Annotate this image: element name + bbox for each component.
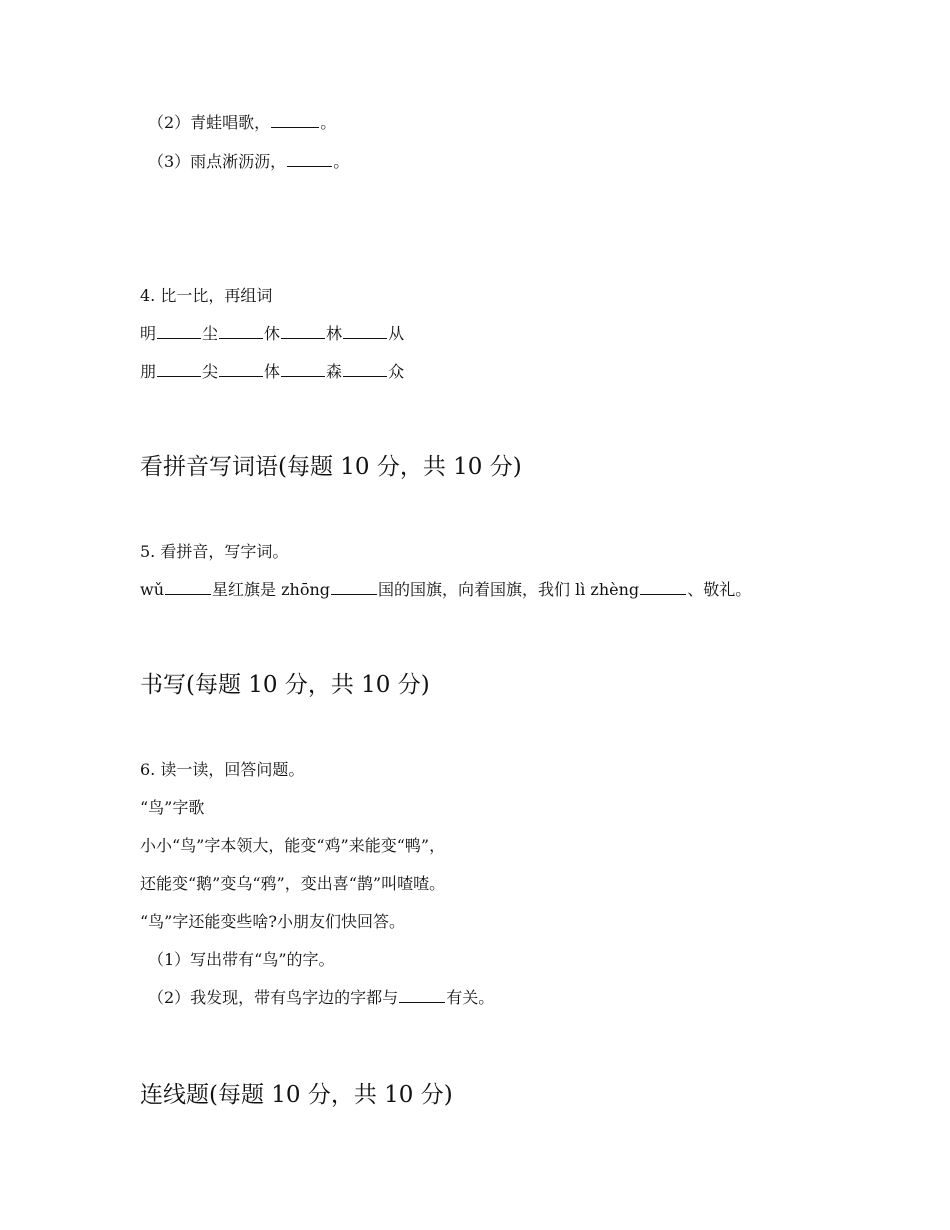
q6-title: 6. 读一读，回答问题。: [140, 760, 305, 779]
answer-blank[interactable]: [640, 580, 686, 595]
q4-char: 休: [264, 324, 281, 343]
answer-blank[interactable]: [157, 362, 201, 377]
q4-char: 从: [388, 324, 405, 343]
answer-blank[interactable]: [287, 152, 332, 167]
answer-blank[interactable]: [331, 580, 377, 595]
q3-item-2: [148, 112, 336, 134]
q6-sub-2-prefix: （2）我发现，带有鸟字边的字都与: [148, 988, 399, 1007]
q3-item-2-suffix: 。: [320, 113, 337, 132]
answer-blank[interactable]: [219, 324, 263, 339]
q5-seg: 星红旗是 zhōng: [212, 580, 331, 599]
poem-line: “鸟”字还能变些啥?小朋友们快回答。: [140, 912, 405, 931]
answer-blank[interactable]: [399, 988, 445, 1003]
q3-item-3-prefix: （3）雨点淅沥沥，: [148, 152, 287, 171]
q4-char: 尖: [202, 362, 219, 381]
answer-blank[interactable]: [343, 324, 387, 339]
q5-seg: 国的国旗，向着国旗，我们 lì zhèng: [378, 580, 640, 599]
section-heading-matching: 连线题(每题 10 分，共 10 分): [140, 1082, 453, 1108]
q5-sentence: [140, 579, 751, 601]
answer-blank[interactable]: [219, 362, 263, 377]
section-heading-writing: 书写(每题 10 分，共 10 分): [140, 672, 430, 698]
q4-char: 体: [264, 362, 281, 381]
poem-line: 还能变“鹅”变乌“鸦”，变出喜“鹊”叫喳喳。: [140, 874, 446, 893]
q6-sub-2: [148, 987, 494, 1009]
q4-char: 朋: [140, 362, 157, 381]
q4-char: 森: [326, 362, 343, 381]
q5-title: 5. 看拼音，写字词。: [140, 542, 289, 561]
q6-sub-2-suffix: 有关。: [446, 988, 495, 1007]
q3-item-2-prefix: （2）青蛙唱歌，: [148, 113, 271, 132]
answer-blank[interactable]: [343, 362, 387, 377]
answer-blank[interactable]: [281, 324, 325, 339]
q4-char: 明: [140, 324, 157, 343]
poem-line: 小小“鸟”字本领大，能变“鸡”来能变“鸭”，: [140, 836, 446, 855]
poem-title: “鸟”字歌: [140, 798, 205, 817]
q3-item-3: [148, 151, 349, 173]
q4-char: 林: [326, 324, 343, 343]
answer-blank[interactable]: [281, 362, 325, 377]
answer-blank[interactable]: [165, 580, 211, 595]
answer-blank[interactable]: [157, 324, 201, 339]
answer-blank[interactable]: [271, 113, 319, 128]
section-heading-pinyin: 看拼音写词语(每题 10 分，共 10 分): [140, 454, 522, 480]
q5-seg: 、敬礼。: [687, 580, 752, 599]
q5-seg: wǔ: [140, 580, 164, 599]
q4-char: 尘: [202, 324, 219, 343]
q4-char: 众: [388, 362, 405, 381]
q4-title: 4. 比一比，再组词: [140, 286, 273, 305]
q3-item-3-suffix: 。: [333, 152, 350, 171]
q6-sub-1: （1）写出带有“鸟”的字。: [148, 950, 335, 969]
q4-row-1: [140, 323, 404, 345]
q4-row-2: [140, 361, 404, 383]
